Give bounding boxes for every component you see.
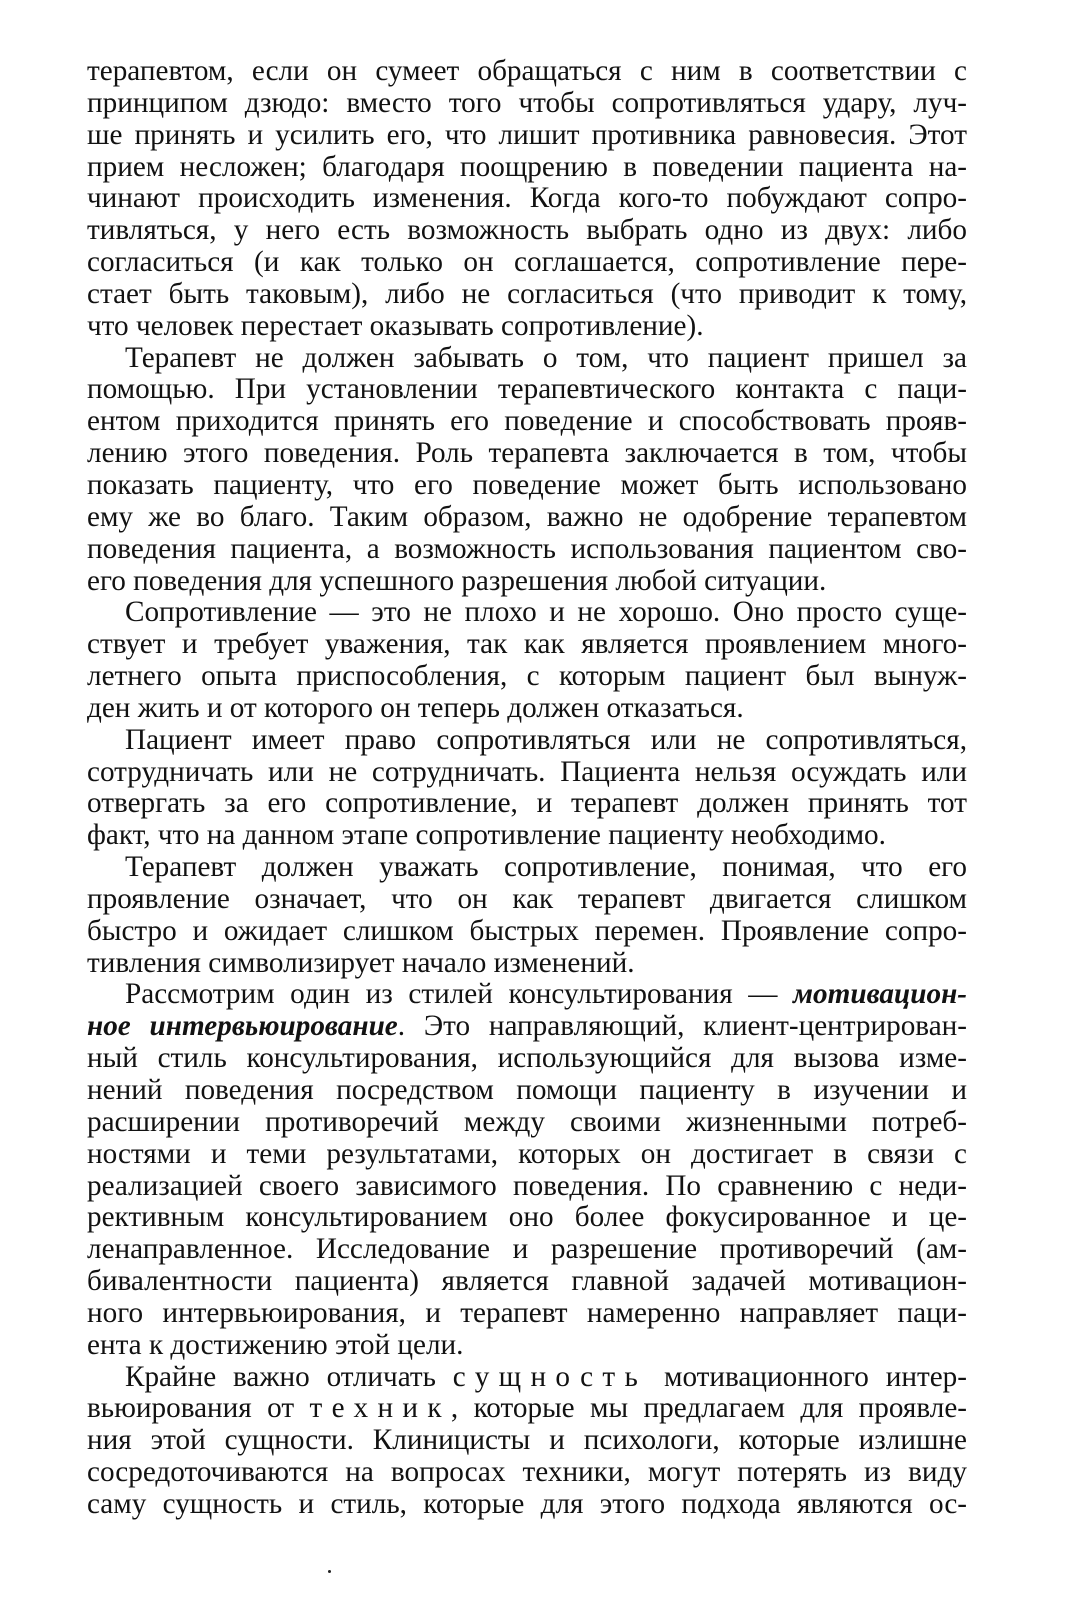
text-run: Рассмотрим один из стилей консультирования — — [125, 978, 794, 1011]
text-line: Пациент имеет право сопротивляться или не сопротивляться, — [125, 723, 967, 756]
text-line: сотрудничать или не сотрудничать. Пациента нельзя осуждать или — [87, 755, 967, 788]
text-line: рективным консультированием оно более фокусированное и це- — [87, 1201, 967, 1234]
text-line: факт, что на данном этапе сопротивление пациенту необходимо. — [87, 819, 886, 852]
text-line: тивления символизирует начало изменений. — [87, 946, 635, 979]
text-line: Сопротивление — это не плохо и не хорошо. Оно просто суще- — [125, 596, 967, 629]
text-line: принципом дзюдо: вместо того чтобы сопротивляться удару, луч- — [87, 86, 967, 119]
text-line: сосредоточиваются на вопросах техники, могут потерять из виду — [87, 1456, 967, 1489]
text-line: нений поведения посредством помощи пациенту в изучении и — [87, 1074, 967, 1106]
text-run: Крайне важно отличать — [125, 1360, 453, 1393]
text-run: мотивационного интер- — [647, 1360, 967, 1393]
text-line: тивляться, у него есть возможность выбрать одно из двух: либо — [87, 214, 967, 247]
text-line: быстро и ожидает слишком быстрых перемен. Проявление сопро- — [87, 914, 967, 947]
text-line — [87, 1393, 967, 1425]
emphasized-word: сущность — [452, 1360, 648, 1393]
text-line: поведения пациента, а возможность использования пациентом сво- — [87, 532, 967, 565]
text-line: помощью. При установлении терапевтического контакта с паци- — [87, 373, 967, 406]
text-line: лению этого поведения. Роль терапевта заключается в том, чтобы — [87, 437, 967, 470]
text-line: ентом приходится принять его поведение и способствовать прояв- — [87, 405, 967, 438]
text-run: вьюирования от — [87, 1392, 310, 1425]
text-line: ему же во благо. Таким образом, важно не одобрение терапевтом — [87, 500, 967, 533]
key-term: мотивацион- — [793, 978, 967, 1011]
text-line: ния этой сущности. Клиницисты и психологи, которые излишне — [87, 1424, 967, 1457]
key-term: ное интервьюирование — [87, 1010, 398, 1043]
text-line — [87, 979, 967, 1011]
text-line: ствует и требует уважения, так как является проявлением много- — [87, 628, 967, 661]
text-line: проявление означает, что он как терапевт двигается слишком — [87, 882, 967, 915]
text-line: саму сущность и стиль, которые для этого подхода являются ос- — [87, 1487, 967, 1520]
text-line — [87, 1362, 967, 1394]
text-line: отвергать за его сопротивление, и терапевт должен принять тот — [87, 787, 967, 820]
text-line: стает быть таковым), либо не согласиться (что приводит к тому, — [87, 277, 967, 310]
text-line — [87, 1011, 967, 1043]
text-line: показать пациенту, что его поведение может быть использовано — [87, 468, 967, 501]
text-line: реализацией своего зависимого поведения. По сравнению с неди- — [87, 1169, 967, 1202]
text-line: терапевтом, если он сумеет обращаться с ним в соответствии с — [87, 55, 967, 87]
text-line: ностями и теми результатами, которых он достигает в связи с — [87, 1137, 967, 1170]
emphasized-word: техник — [309, 1392, 451, 1425]
text-line: летнего опыта приспособления, с которым пациент был вынуж- — [87, 660, 967, 693]
text-line: ленаправленное. Исследование и разрешение противоречий (ам- — [87, 1233, 967, 1266]
text-line: согласиться (и как только он соглашается, сопротивление пере- — [87, 246, 967, 279]
text-line: бивалентности пациента) является главной задачей мотивацион- — [87, 1265, 967, 1298]
text-line: что человек перестает оказывать сопротивление). — [87, 309, 704, 342]
text-line: его поведения для успешного разрешения любой ситуации. — [87, 564, 827, 597]
text-line: ше принять и усилить его, что лишит противника равновесия. Этот — [87, 118, 967, 151]
text-line: ента к достижению этой цели. — [87, 1328, 464, 1361]
text-run: . Это направляющий, клиент-центрирован- — [397, 1010, 967, 1043]
text-line: ный стиль консультирования, использующийся для вызова изме- — [87, 1042, 967, 1075]
text-line: ден жить и от которого он теперь должен отказаться. — [87, 691, 744, 724]
document-page — [87, 56, 967, 1521]
text-line: прием несложен; благодаря поощрению в поведении пациента на- — [87, 150, 967, 183]
text-line: расширении противоречий между своими жизненными потреб- — [87, 1105, 967, 1138]
text-run: , которые мы предлагаем для проявле- — [450, 1392, 967, 1425]
text-line: Терапевт должен уважать сопротивление, понимая, что его — [125, 851, 967, 884]
text-line: ного интервьюирования, и терапевт намеренно направляет паци- — [87, 1296, 967, 1329]
text-line: Терапевт не должен забывать о том, что пациент пришел за — [125, 341, 967, 374]
text-line: чинают происходить изменения. Когда кого-то побуждают сопро- — [87, 182, 967, 215]
page-speck — [328, 1570, 331, 1573]
